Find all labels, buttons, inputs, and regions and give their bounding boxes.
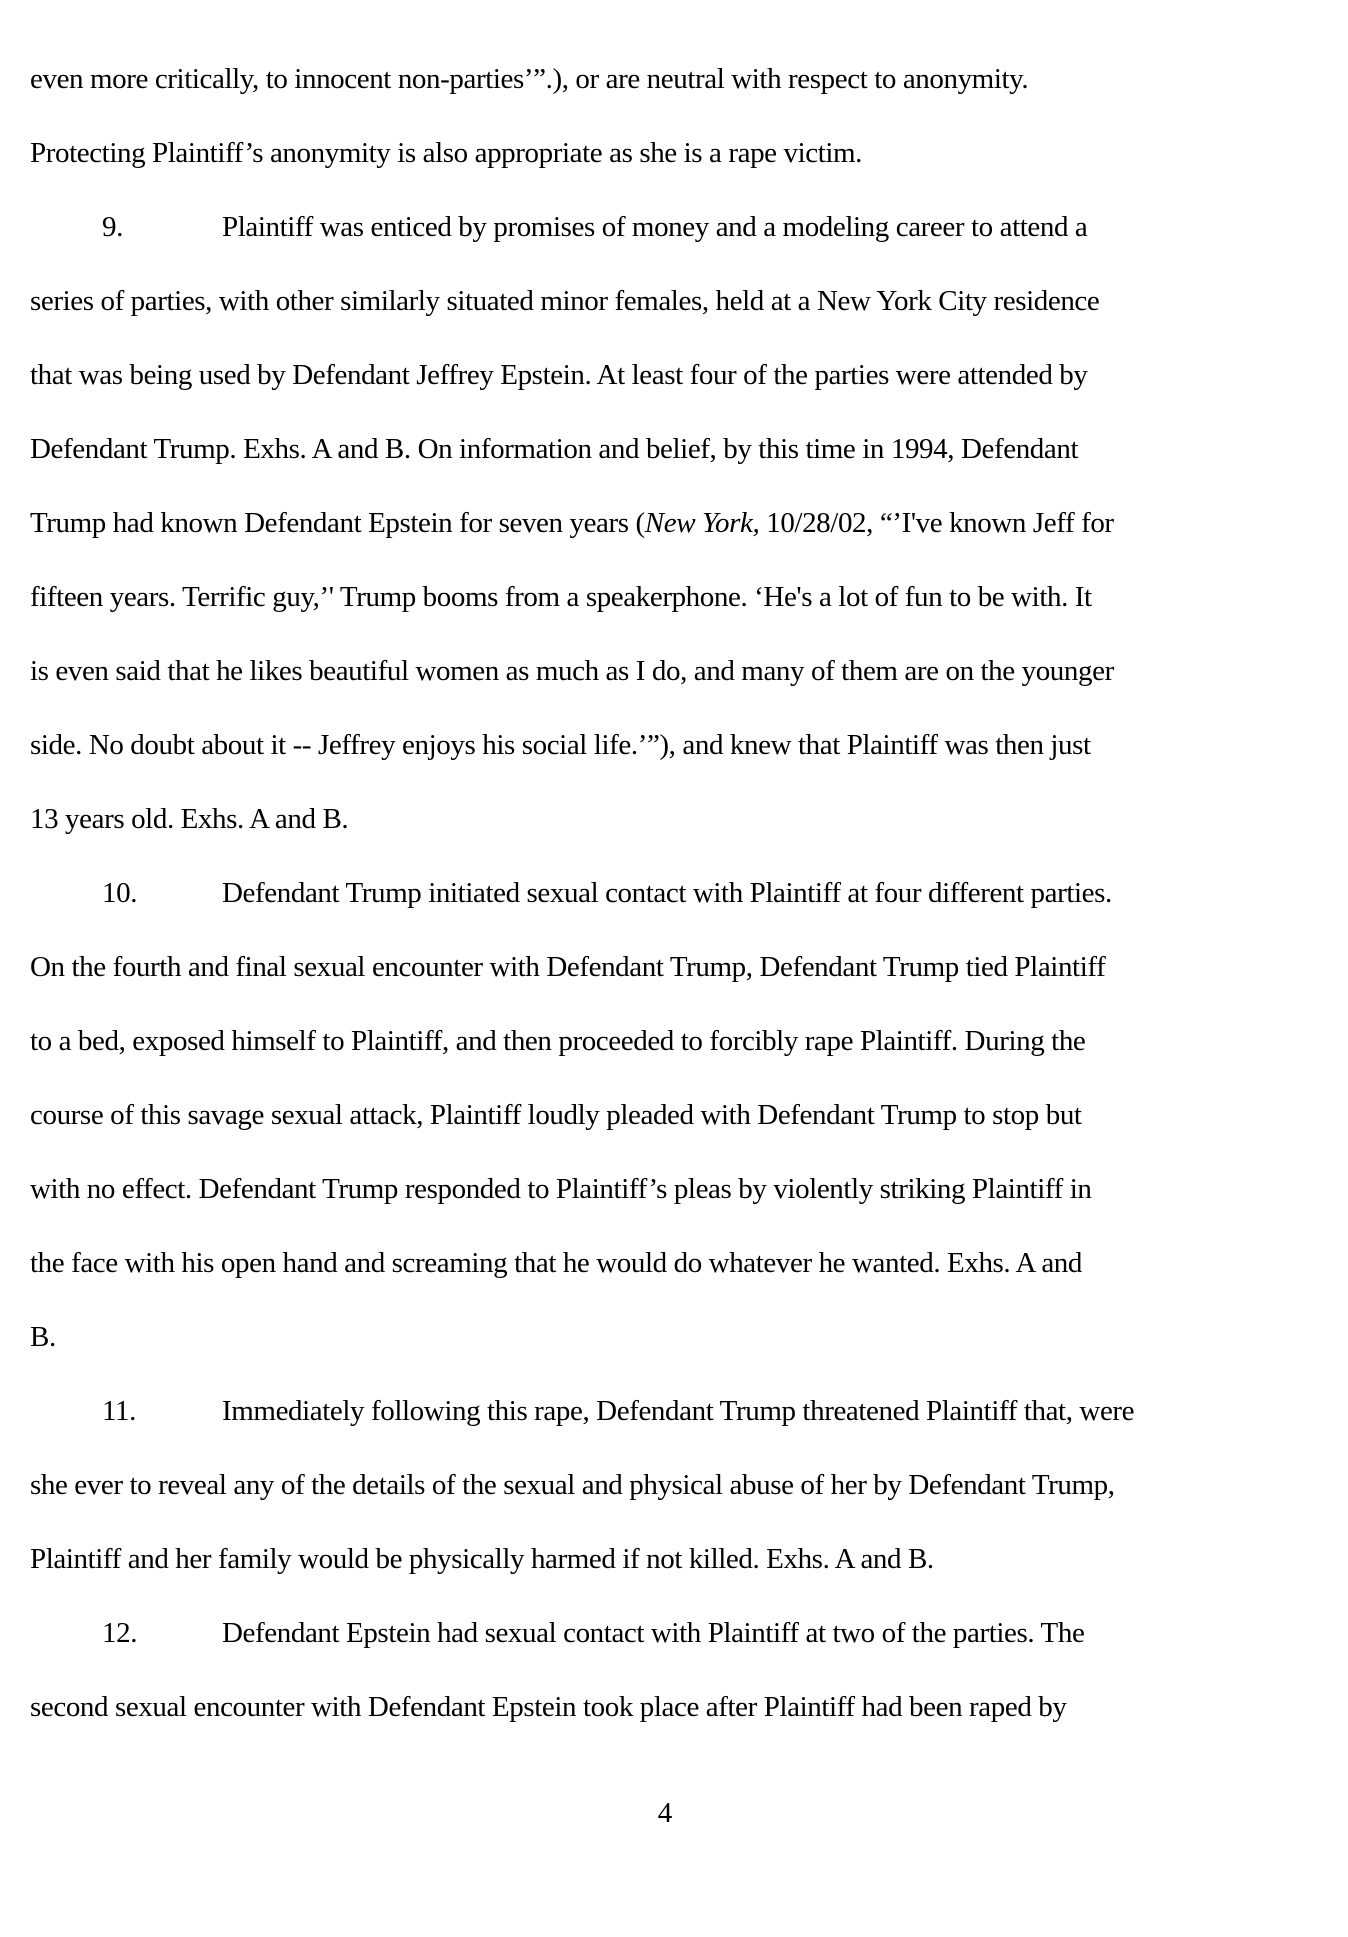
paragraph-number: 11. bbox=[102, 1395, 136, 1427]
text-segment: Trump had known Defendant Epstein for seven years ( bbox=[30, 507, 645, 539]
text-segment: even more critically, to innocent non-parties’”.), or are neutral with respect to anonymity. bbox=[30, 63, 1029, 95]
document-line bbox=[30, 782, 1322, 856]
document-line bbox=[30, 338, 1322, 412]
document-line bbox=[30, 116, 1322, 190]
document-line bbox=[30, 1522, 1322, 1596]
paragraph-number: 12. bbox=[102, 1617, 138, 1649]
document-line bbox=[30, 264, 1322, 338]
text-segment: the face with his open hand and screaming that he would do whatever he wanted. Exhs. A and bbox=[30, 1247, 1082, 1279]
text-segment: with no effect. Defendant Trump responded to Plaintiff’s pleas by violently striking Plaintiff in bbox=[30, 1173, 1092, 1205]
paragraph-number: 10. bbox=[102, 877, 138, 909]
text-segment: 13 years old. Exhs. A and B. bbox=[30, 803, 349, 835]
text-segment: Defendant Epstein had sexual contact with Plaintiff at two of the parties. The bbox=[222, 1617, 1085, 1649]
text-segment: fifteen years. Terrific guy,’' Trump booms from a speakerphone. ‘He's a lot of fun to be with. It bbox=[30, 581, 1092, 613]
document-line bbox=[30, 1670, 1322, 1744]
paragraph-number: 9. bbox=[102, 211, 123, 243]
italic-text-segment: New York, bbox=[644, 507, 760, 539]
text-segment: 10/28/02, “’I've known Jeff for bbox=[759, 507, 1114, 539]
document-line bbox=[30, 1226, 1322, 1300]
document-line bbox=[30, 412, 1322, 486]
document-line bbox=[30, 708, 1322, 782]
text-segment: On the fourth and final sexual encounter with Defendant Trump, Defendant Trump tied Plaintiff bbox=[30, 951, 1106, 983]
document-line bbox=[30, 1300, 1322, 1374]
document-body bbox=[30, 42, 1322, 1744]
document-line bbox=[30, 42, 1322, 116]
text-segment: is even said that he likes beautiful women as much as I do, and many of them are on the younger bbox=[30, 655, 1114, 687]
document-line bbox=[30, 190, 1322, 264]
document-line bbox=[30, 486, 1322, 560]
text-segment: to a bed, exposed himself to Plaintiff, and then proceeded to forcibly rape Plaintiff. During the bbox=[30, 1025, 1086, 1057]
text-segment: B. bbox=[30, 1321, 56, 1353]
text-segment: Plaintiff was enticed by promises of money and a modeling career to attend a bbox=[222, 211, 1088, 243]
text-segment: course of this savage sexual attack, Plaintiff loudly pleaded with Defendant Trump to stop but bbox=[30, 1099, 1082, 1131]
document-line bbox=[30, 1448, 1322, 1522]
text-segment: series of parties, with other similarly situated minor females, held at a New York City residence bbox=[30, 285, 1100, 317]
text-segment: side. No doubt about it -- Jeffrey enjoys his social life.’”), and knew that Plaintiff was then just bbox=[30, 729, 1091, 761]
text-segment: Defendant Trump initiated sexual contact with Plaintiff at four different parties. bbox=[222, 877, 1112, 909]
text-segment: Protecting Plaintiff’s anonymity is also appropriate as she is a rape victim. bbox=[30, 137, 863, 169]
text-segment: second sexual encounter with Defendant Epstein took place after Plaintiff had been raped by bbox=[30, 1691, 1067, 1723]
document-line bbox=[30, 634, 1322, 708]
page-number: 4 bbox=[657, 1797, 673, 1829]
document-line bbox=[30, 1004, 1322, 1078]
text-segment: Immediately following this rape, Defendant Trump threatened Plaintiff that, were bbox=[222, 1395, 1135, 1427]
document-line bbox=[30, 856, 1322, 930]
document-line bbox=[30, 1596, 1322, 1670]
text-segment: Defendant Trump. Exhs. A and B. On information and belief, by this time in 1994, Defendant bbox=[30, 433, 1079, 465]
text-segment: that was being used by Defendant Jeffrey Epstein. At least four of the parties were attended by bbox=[30, 359, 1088, 391]
document-line bbox=[30, 1078, 1322, 1152]
text-segment: she ever to reveal any of the details of the sexual and physical abuse of her by Defendant Trump, bbox=[30, 1469, 1115, 1501]
text-segment: Plaintiff and her family would be physically harmed if not killed. Exhs. A and B. bbox=[30, 1543, 934, 1575]
document-line bbox=[30, 930, 1322, 1004]
document-line bbox=[30, 1374, 1322, 1448]
document-line bbox=[30, 1152, 1322, 1226]
document-line bbox=[30, 560, 1322, 634]
